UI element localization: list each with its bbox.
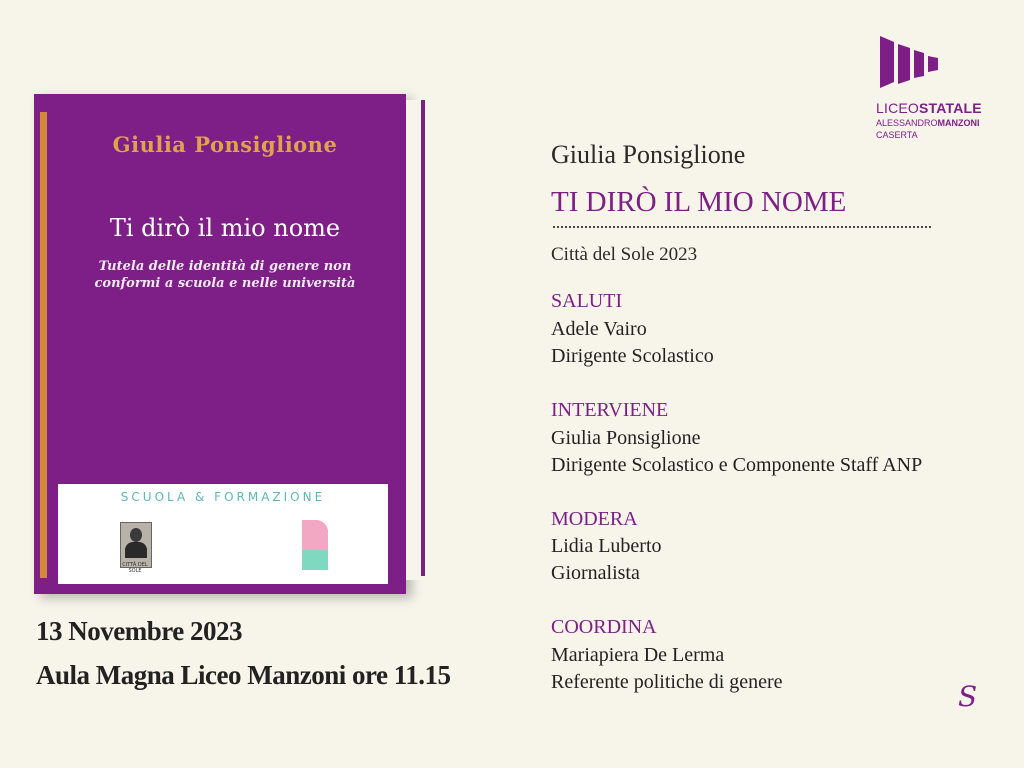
logo-school-name [876,118,980,128]
programme-title: TI DIRÒ IL MIO NOME [551,186,847,218]
section-role-coordina: Referente politiche di genere [551,671,783,693]
logo-bar-1 [880,36,894,88]
cover-publisher-mark: CITTÀ DEL SOLE [122,562,148,574]
section-role-modera: Giornalista [551,562,640,584]
section-label-modera: MODERA [551,508,638,530]
portrait-body [125,542,147,558]
cover-series-label: SCUOLA & FORMAZIONE [120,490,326,504]
signature-mark: S [958,680,978,713]
logo-liceo: LICEO [876,100,920,116]
section-name-coordina: Mariapiera De Lerma [551,644,725,666]
event-venue: Aula Magna Liceo Manzoni ore 11.15 [36,660,451,690]
logo-last-name: MANZONI [937,118,980,128]
dotted-divider [553,226,931,228]
cover-author: Giulia Ponsiglione [112,132,338,157]
section-role-interviene: Dirigente Scolastico e Componente Staff ANP [551,454,923,476]
portrait-head [130,528,142,542]
cover-subtitle-line2: conformi a scuola e nelle università [94,276,356,291]
book-back-edge [421,100,425,576]
logo-bar-2 [898,44,910,84]
event-date: 13 Novembre 2023 [36,616,242,646]
programme-publisher: Città del Sole 2023 [551,244,698,265]
logo-first-name: ALESSANDRO [876,118,938,128]
cover-subtitle-line1: Tutela delle identità di genere non [98,259,352,274]
cover-title: Ti dirò il mio nome [109,214,341,242]
programme-author: Giulia Ponsiglione [551,140,746,169]
cover-series-logo-top [302,520,328,550]
book-spine-stripe [40,112,47,578]
cover-subtitle [72,258,378,292]
section-role-saluti: Dirigente Scolastico [551,345,714,367]
section-label-interviene: INTERVIENE [551,399,669,421]
section-name-interviene: Giulia Ponsiglione [551,427,701,449]
logo-statale: STATALE [919,100,982,116]
section-label-saluti: SALUTI [551,290,623,312]
logo-bar-4 [928,56,938,72]
section-name-saluti: Adele Vairo [551,318,647,340]
section-name-modera: Lidia Luberto [551,535,662,557]
section-label-coordina: COORDINA [551,616,657,638]
logo-city: CASERTA [876,130,918,140]
school-logo-icon [880,36,940,88]
logo-bar-3 [914,50,924,78]
logo-school-type [876,100,982,116]
